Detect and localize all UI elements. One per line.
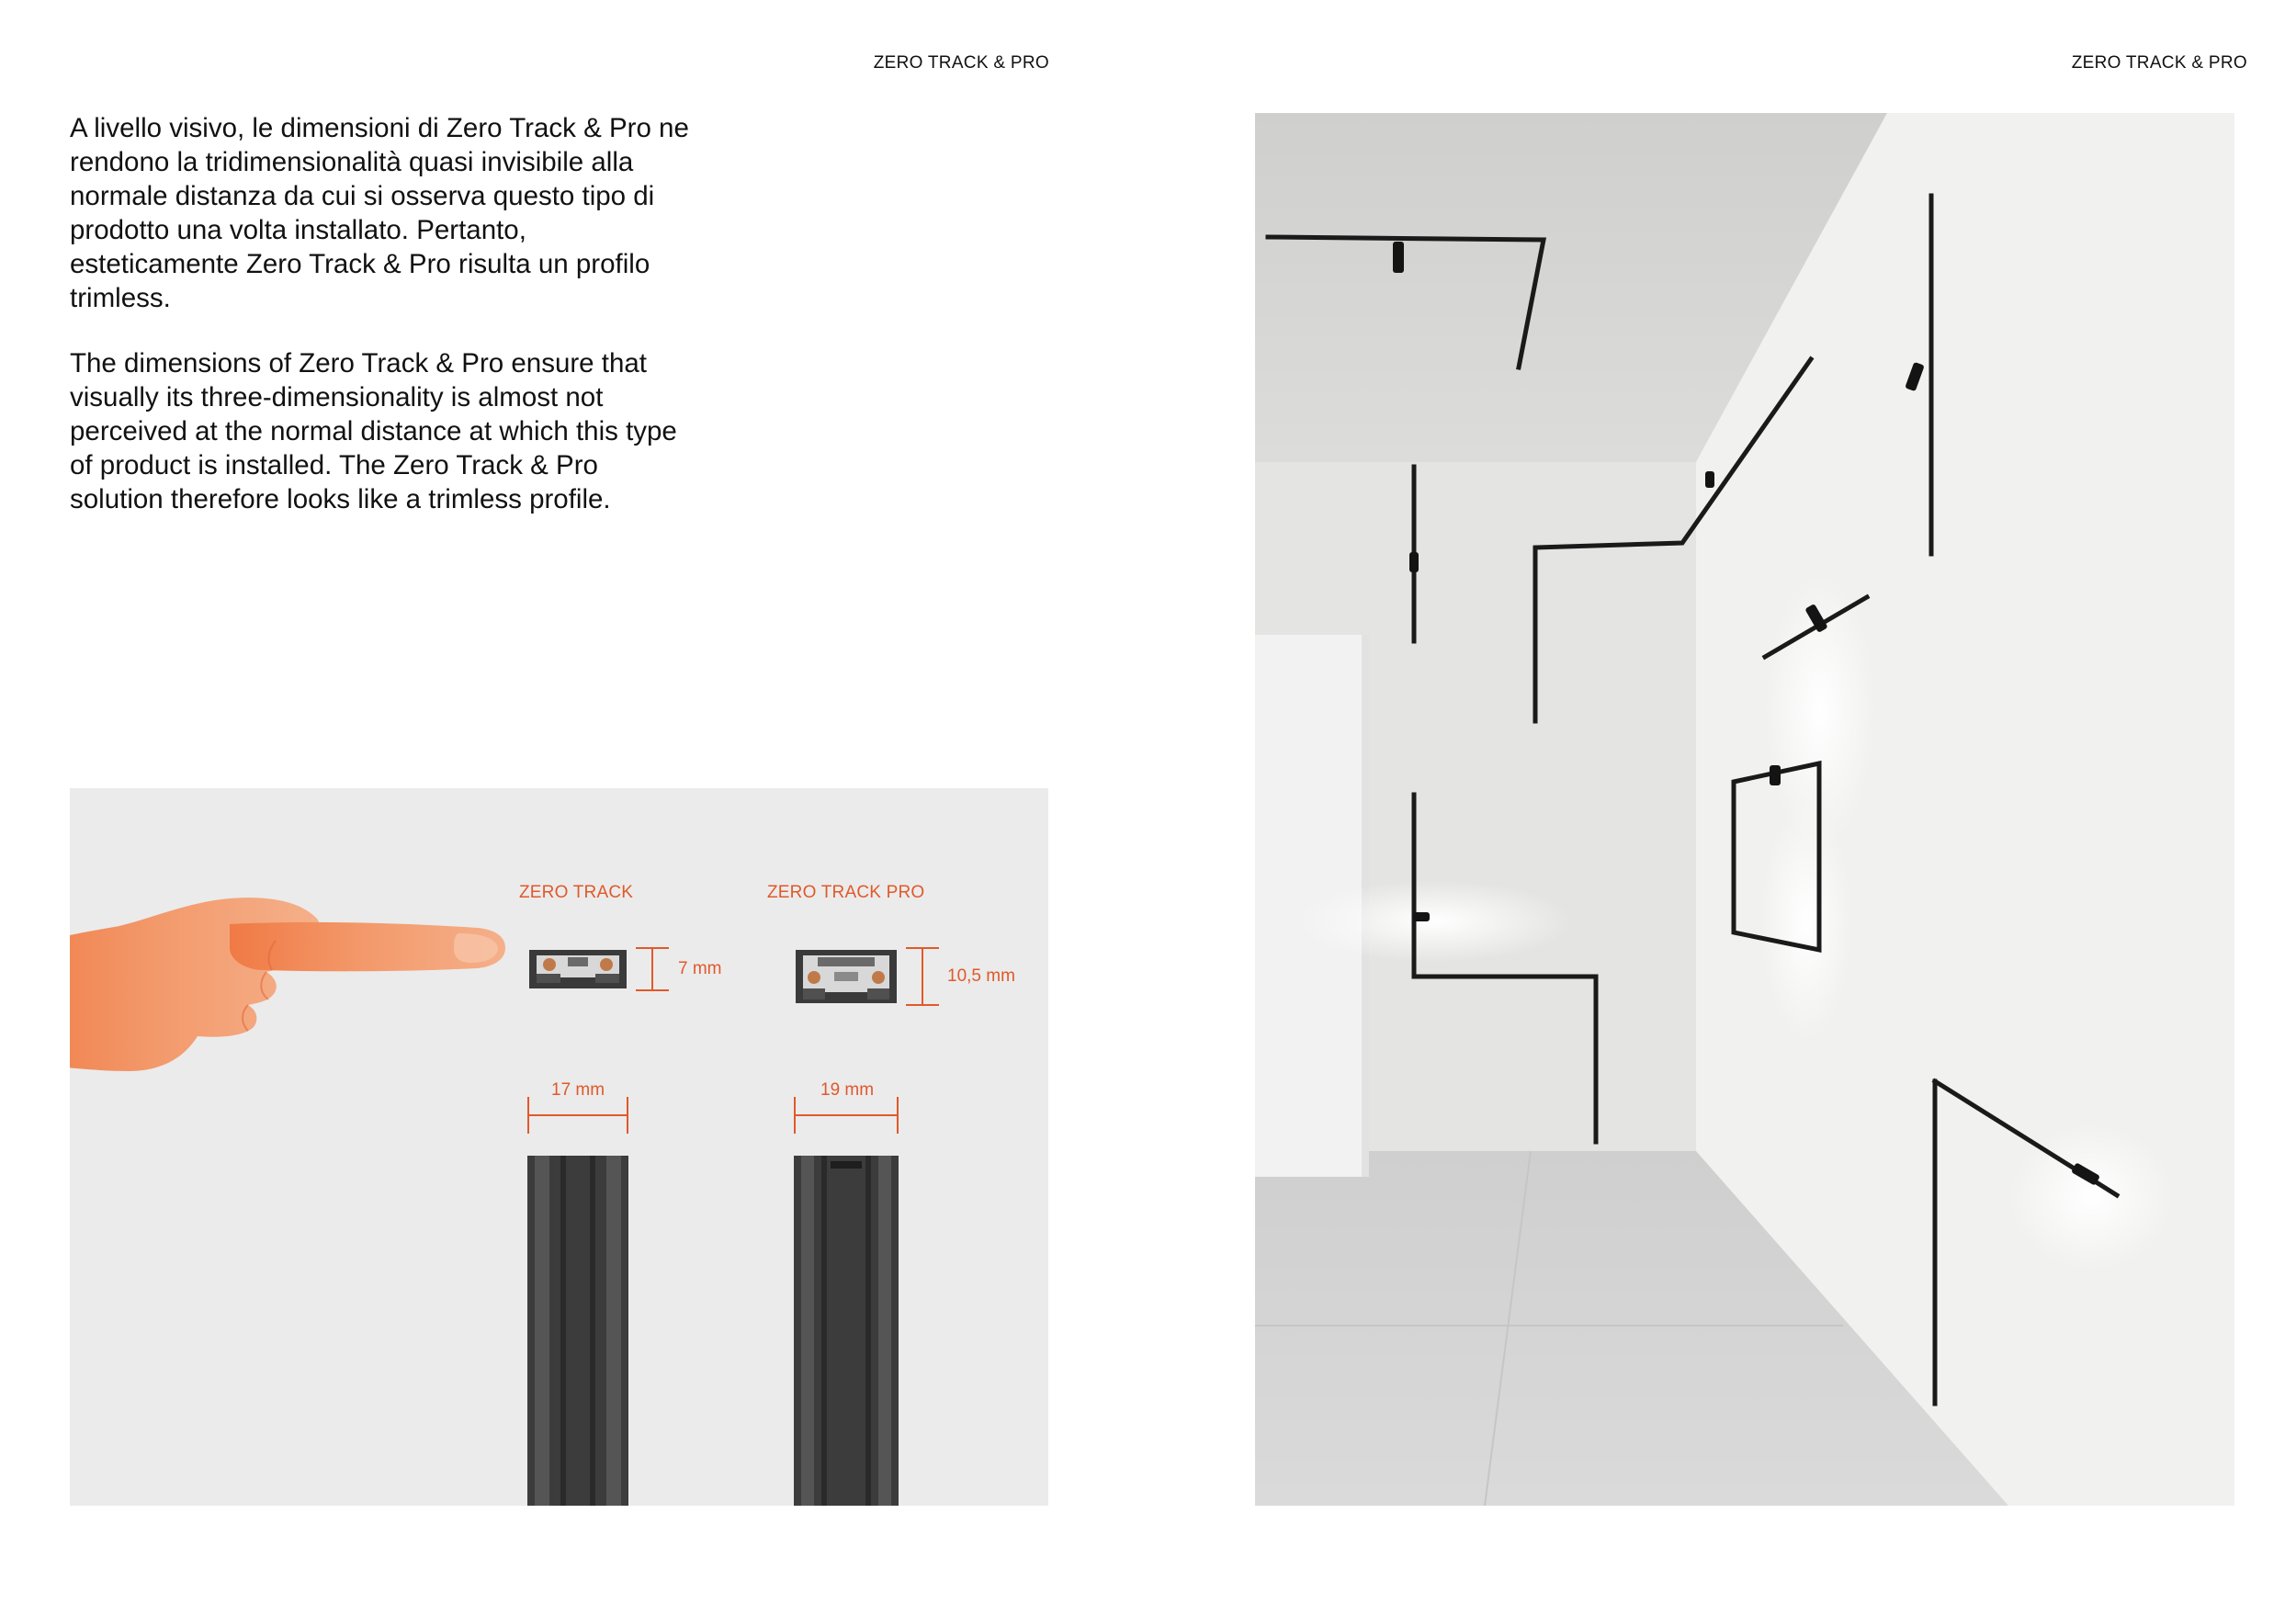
- zero-track-height-label: 7 mm: [678, 959, 722, 978]
- width-dimension-line: [794, 1095, 899, 1135]
- room-installation-photo: [1255, 113, 2234, 1506]
- zero-track-width-label: 17 mm: [551, 1080, 605, 1100]
- running-head: ZERO TRACK & PRO: [873, 53, 1049, 73]
- gallery-room-illustration: [1255, 113, 2234, 1506]
- zero-track-pro-width-label: 19 mm: [820, 1080, 875, 1100]
- zero-track-cross-section: [527, 946, 628, 992]
- paragraph-english: The dimensions of Zero Track & Pro ensure that visually its three-dimensionality is almost not perceived at the normal distance at which this type of product is installed. The Zero Track & Pro solution therefore looks like a trimless profile.: [70, 348, 677, 514]
- product-label-zero-track-pro: ZERO TRACK PRO: [767, 883, 925, 902]
- height-dimension-line: [634, 946, 671, 992]
- paragraph-italian: A livello visivo, le dimensioni di Zero Track & Pro ne rendono la tridimensionalità quasi invisibile alla normale distanza da cui si osserva questo tipo di prodotto una volta installato. Pertanto, esteticamente Zero Track & Pro risulta un profilo trimless.: [70, 113, 689, 313]
- zero-track-pro-height-label: 10,5 mm: [947, 966, 1015, 986]
- running-head: ZERO TRACK & PRO: [2071, 53, 2247, 73]
- height-dimension-line: [904, 946, 941, 1007]
- comparison-panel: [70, 788, 1048, 1506]
- width-dimension-line: [527, 1095, 628, 1135]
- zero-track-pro-cross-section: [794, 946, 899, 1007]
- product-label-zero-track: ZERO TRACK: [519, 883, 634, 902]
- pointing-hand-illustration: [70, 897, 515, 1154]
- zero-track-pro-profile-bar: [794, 1156, 899, 1506]
- right-page: [1148, 0, 2296, 1615]
- zero-track-profile-bar: [527, 1156, 628, 1506]
